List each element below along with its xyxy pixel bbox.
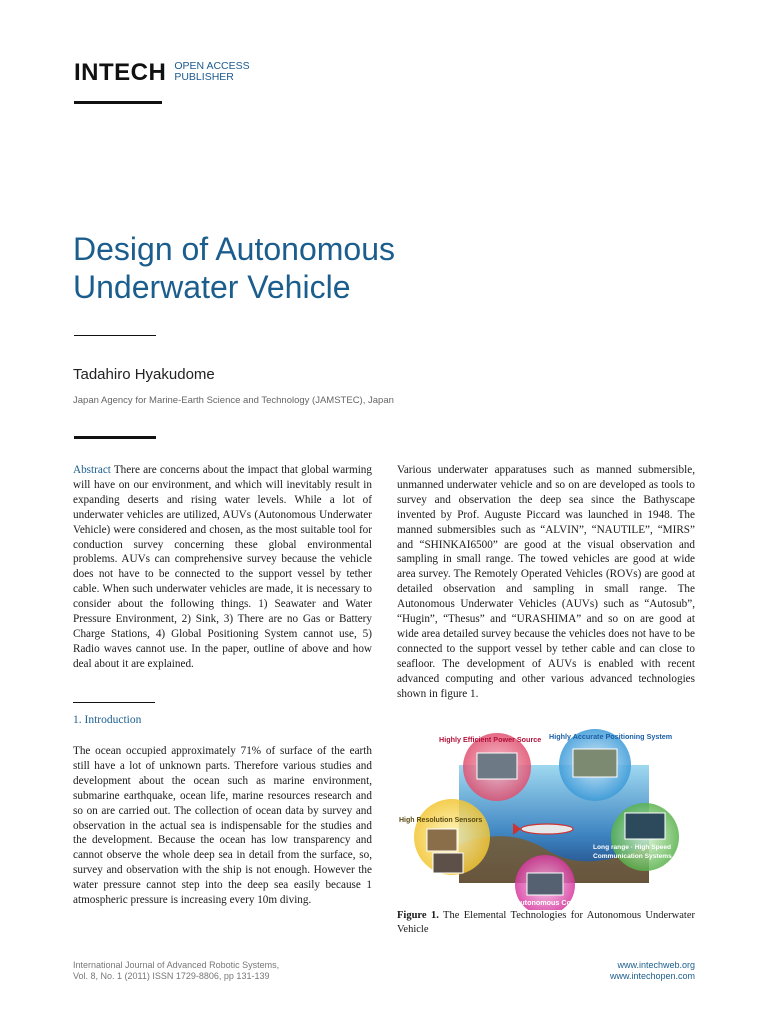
controller-photo xyxy=(527,873,563,895)
author-affiliation: Japan Agency for Marine-Earth Science and Technology (JAMSTEC), Japan xyxy=(73,395,394,406)
figure-caption-text: The Elemental Technologies for Autonomous Underwater Vehicle xyxy=(397,910,695,935)
logo-tagline-line-2: PUBLISHER xyxy=(174,71,234,83)
footer-link-intechweb[interactable]: www.intechweb.org xyxy=(617,960,695,970)
footer-citation xyxy=(73,960,279,982)
logo-wordmark: INTECH xyxy=(74,59,167,86)
battery-photo xyxy=(477,753,517,779)
section-divider xyxy=(73,702,155,703)
logo-tagline xyxy=(174,61,249,83)
sensor-photo-1 xyxy=(427,829,457,851)
abstract xyxy=(73,463,372,672)
title-line-2: Underwater Vehicle xyxy=(73,269,351,305)
label-controller: Smart Autonomous Controller xyxy=(493,898,596,907)
logo-divider xyxy=(74,101,162,104)
title-divider xyxy=(74,335,156,336)
figure-1-illustration xyxy=(397,725,695,910)
article-title xyxy=(73,230,493,306)
footer-volume: Vol. 8, No. 1 (2011) ISSN 1729-8806, pp 131-139 xyxy=(73,971,270,981)
label-communication: Long range · High Speed Communication Systems xyxy=(593,844,672,860)
footer-journal: International Journal of Advanced Robotic Systems, xyxy=(73,960,280,970)
logo-tagline-line-1: OPEN ACCESS xyxy=(174,60,250,72)
header-divider xyxy=(74,436,156,439)
abstract-label: Abstract xyxy=(73,464,111,476)
label-sensors: High Resolution Sensors xyxy=(399,817,483,824)
auv-vehicle xyxy=(521,824,573,834)
label-positioning: Highly Accurate Positioning System xyxy=(549,732,673,741)
intro-paragraph-1: The ocean occupied approximately 71% of surface of the earth still have a lot of unknown parts. Therefore various studies and development about the ocean such as marine environment, submarine earthquake, ocean life, marine resources research and so on are carried out. The collection of ocean data by survey and observation in the actual sea is indispensable for the studies and the development. Because the ocean has low transparency and cannot observe the whole deep sea in detail from the surface, so, survey and observation with the ship is not enough. However the water pressure cannot step into the deep sea easily because 1 atmospheric pressure is increasing every 10m diving. xyxy=(73,745,372,907)
title-line-1: Design of Autonomous xyxy=(73,231,395,267)
positioning-photo xyxy=(573,749,617,777)
abstract-text: There are concerns about the impact that global warming will have on our environment, and which will inevitably result in expanding deserts and rising water levels. While a lot of underwater vehicles are utilized, AUVs (Autonomous Underwater Vehicle) were considered and chosen, as the most suitable tool for conduction survey concerning these global environmental problems. AUVs can comprehensive survey because the vehicle does not have to be connected to the support vessel by tether cable. When such underwater vehicles are made, it is necessary to consider about the following things. 1) Seawater and Water Pressure Environment, 2) Sink, 3) There are no Gas or Battery Charge Stations, 4) Global Positioning System cannot use, 5) Radio waves cannot use. In the paper, outline of above and how deal about it are explained. xyxy=(73,464,372,670)
sensor-photo-2 xyxy=(433,853,463,873)
communication-photo xyxy=(625,813,665,839)
figure-caption-label: Figure 1. xyxy=(397,910,439,921)
figure-1 xyxy=(397,725,695,910)
label-power-source: Highly Efficient Power Source xyxy=(439,735,542,744)
section-heading-introduction: 1. Introduction xyxy=(73,714,142,726)
figure-caption xyxy=(397,909,695,937)
footer-link-intechopen[interactable]: www.intechopen.com xyxy=(609,971,695,981)
footer-links xyxy=(610,960,695,982)
intro-paragraph-2: Various underwater apparatuses such as manned submersible, unmanned underwater vehicle and so on are developed as tools to survey and observation the deep sea since the Bathyscape invented by Prof. Auguste Piccard was launched in 1948. The manned submersibles such as “ALVIN”, “NAUTILE”, “MIRS” and “SHINKAI6500” are good at the visual observation and sampling in small range. The towed vehicles are good at wide area survey. The Remotely Operated Vehicles (ROVs) are good at detailed observation and sampling in small range. The Autonomous Underwater Vehicles (AUVs) such as “Autosub”, “Hugin”, “Thesus” and “URASHIMA” and so on are good at wide area detailed survey because the vehicles does not have to be connected to the support vessel by tether cable and can close to seafloor. The development of AUVs is enabled with recent advanced computing and other various advanced technologies shown in figure 1. xyxy=(397,464,695,700)
publisher-logo xyxy=(74,60,250,86)
author-name: Tadahiro Hyakudome xyxy=(73,366,215,383)
